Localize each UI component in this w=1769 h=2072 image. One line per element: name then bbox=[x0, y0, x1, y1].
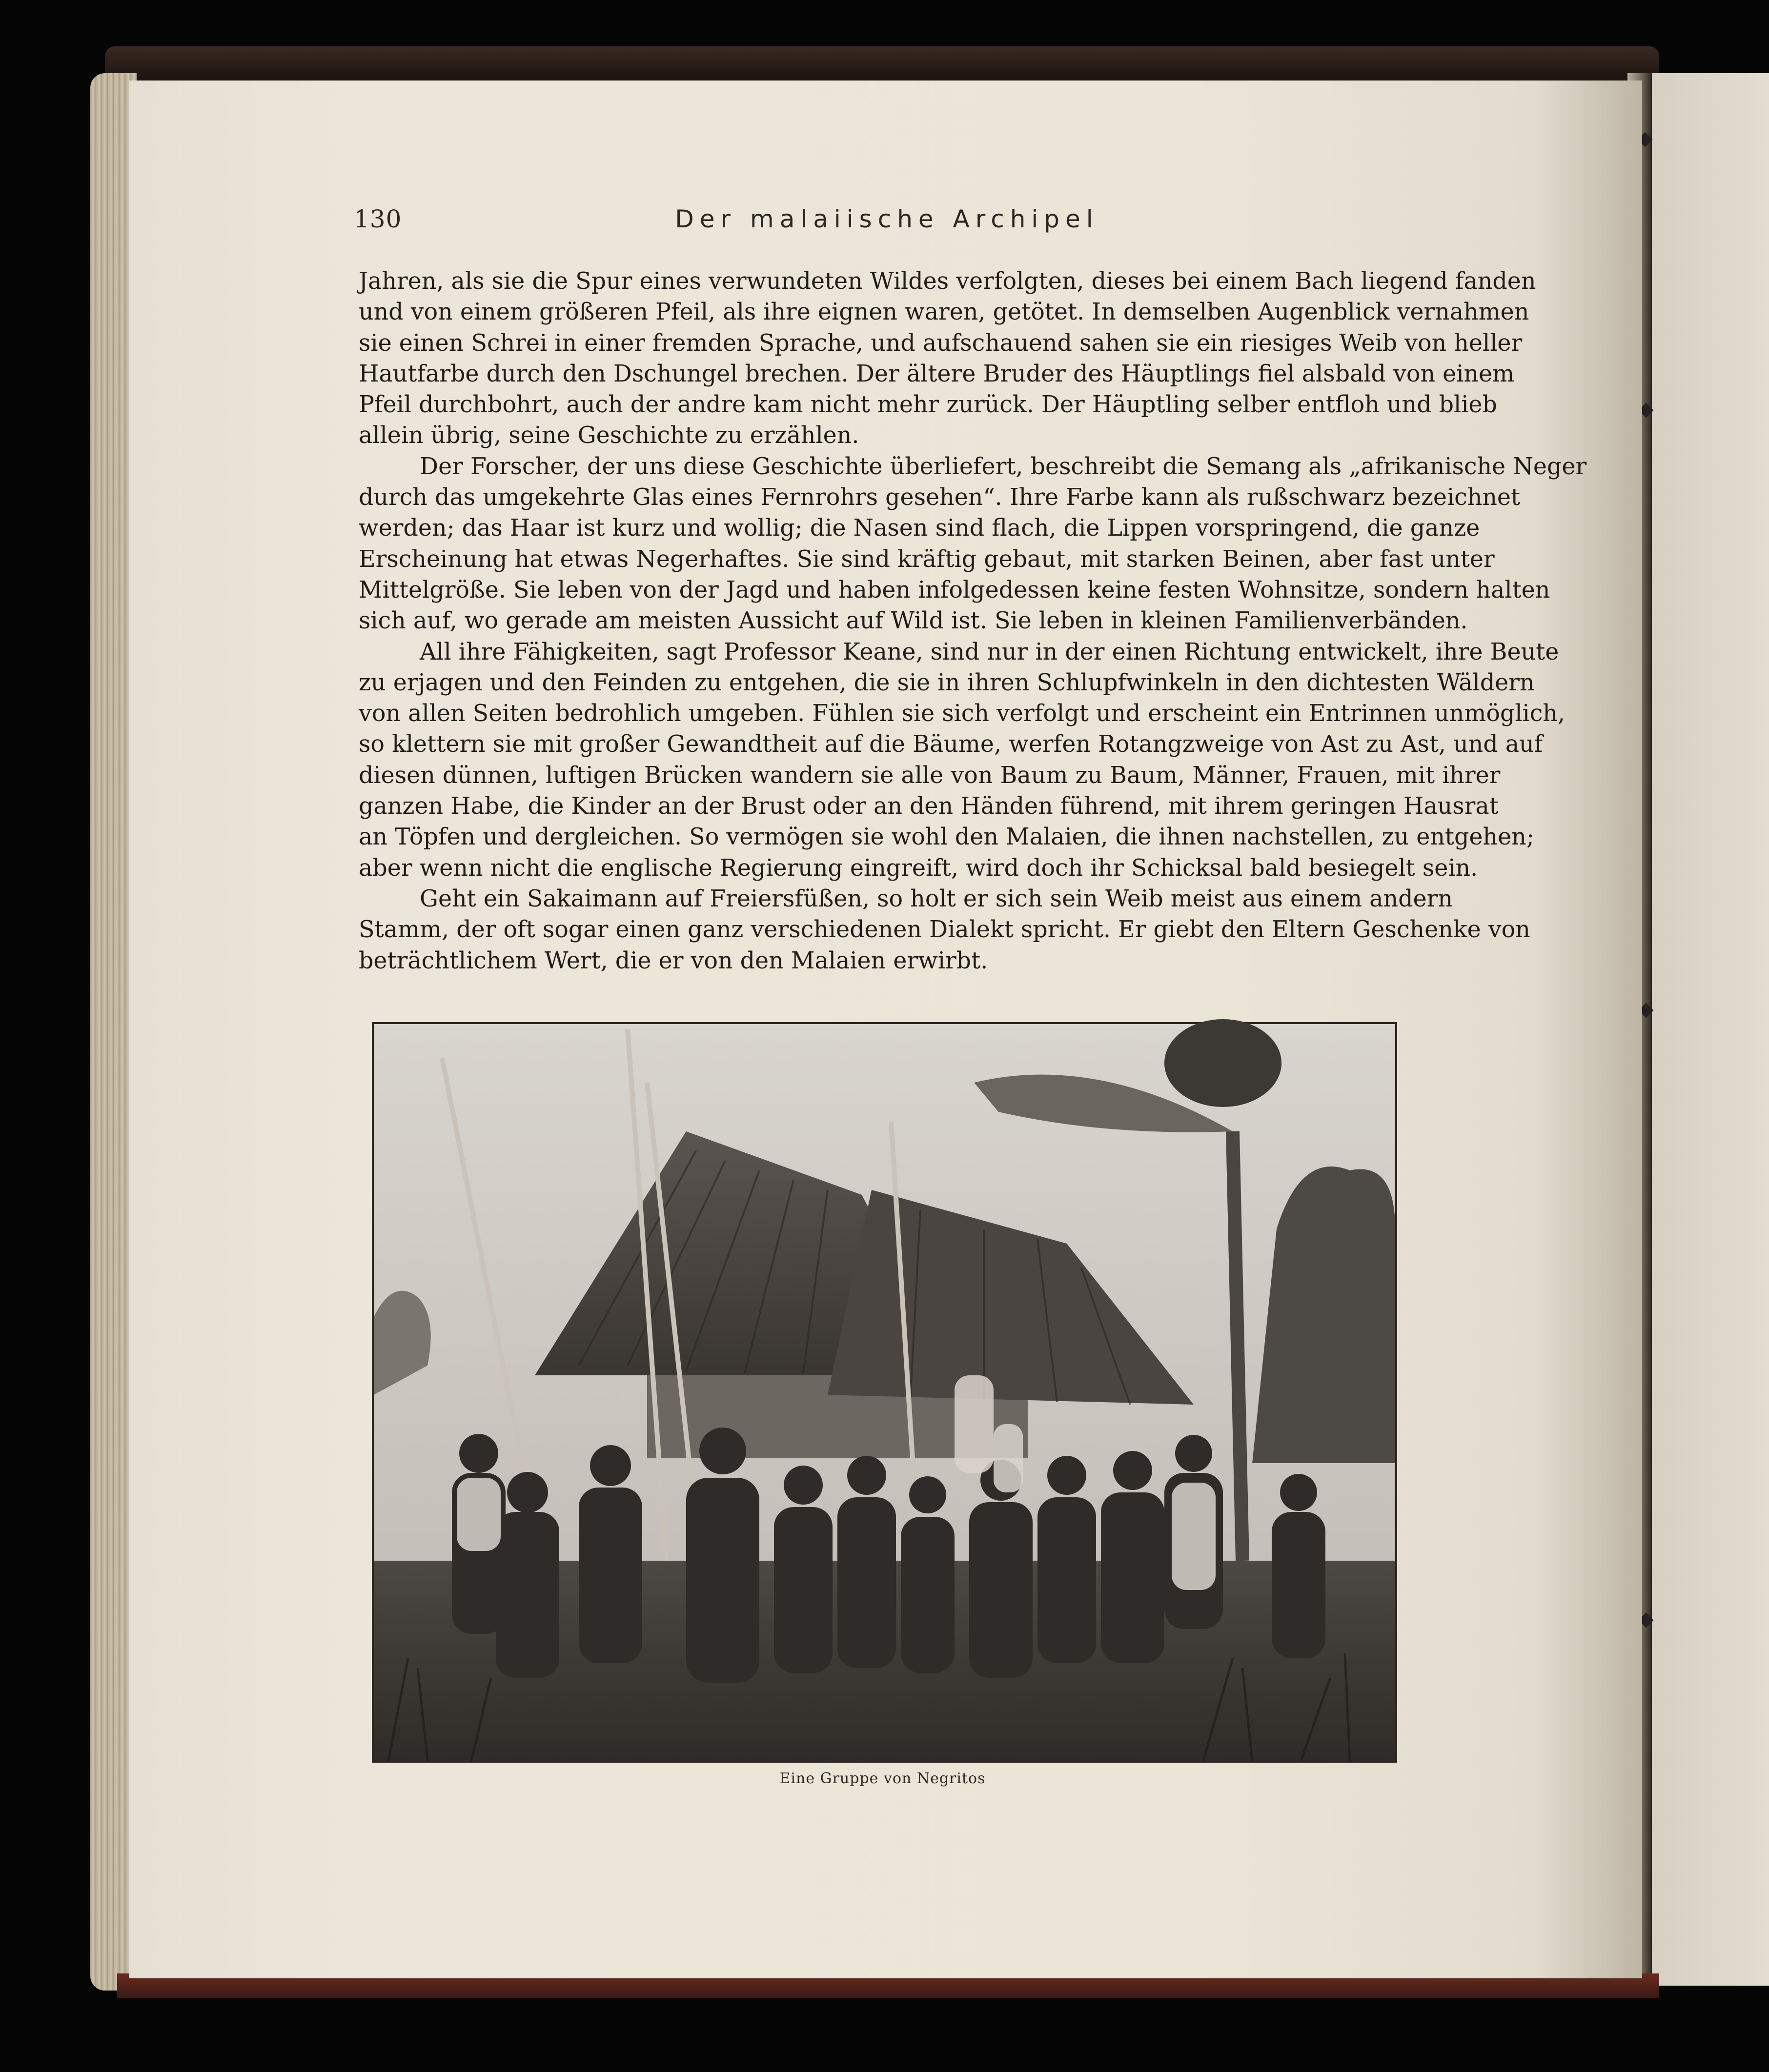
chapter-title: Der malaiische Archipel bbox=[675, 205, 1099, 233]
text-line: Mittelgröße. Sie leben von der Jagd und haben infolgedessen keine festen Wohnsitze, sondern halten bbox=[359, 576, 1550, 603]
text-line: Hautfarbe durch den Dschungel brechen. Der ältere Bruder des Häuptlings fiel alsbald von einem bbox=[359, 360, 1515, 387]
text-line: werden; das Haar ist kurz und wollig; die Nasen sind flach, die Lippen vorspringend, die ganze bbox=[359, 515, 1480, 542]
text-line: so klettern sie mit großer Gewandtheit auf die Bäume, werfen Rotangzweige von Ast zu Ast, und auf bbox=[359, 731, 1543, 758]
text-line: Pfeil durchbohrt, auch der andre kam nicht mehr zurück. Der Häuptling selber entfloh und blieb bbox=[359, 391, 1497, 419]
text-line: allein übrig, seine Geschichte zu erzählen. bbox=[359, 422, 859, 449]
text-line: diesen dünnen, luftigen Brücken wandern sie alle von Baum zu Baum, Männer, Frauen, mit ihrer bbox=[359, 762, 1501, 789]
text-line: zu erjagen und den Feinden zu entgehen, die sie in ihren Schlupfwinkeln in den dichtesten Wäldern bbox=[359, 669, 1535, 696]
text-line: Der Forscher, der uns diese Geschichte überliefert, beschreibt die Semang als „afrikanische Neger bbox=[420, 453, 1587, 480]
page-number: 130 bbox=[354, 205, 402, 233]
facing-page bbox=[1652, 73, 1769, 1986]
photo-illustration bbox=[374, 1024, 1395, 1761]
text-line: Erscheinung hat etwas Negerhaftes. Sie sind kräftig gebaut, mit starken Beinen, aber fast unter bbox=[359, 545, 1495, 573]
text-line: und von einem größeren Pfeil, als ihre eignen waren, getötet. In demselben Augenblick vernahmen bbox=[359, 299, 1529, 326]
text-line: aber wenn nicht die englische Regierung eingreift, wird doch ihr Schicksal bald besiegelt sein. bbox=[359, 854, 1478, 882]
text-line: durch das umgekehrte Glas eines Fernrohrs gesehen“. Ihre Farbe kann als rußschwarz bezeichnet bbox=[359, 484, 1521, 511]
text-line: an Töpfen und dergleichen. So vermögen sie wohl den Malaien, die ihnen nachstellen, zu entgehen; bbox=[359, 824, 1534, 851]
book-cover-top-edge bbox=[105, 46, 1659, 80]
text-line: beträchtlichem Wert, die er von den Malaien erwirbt. bbox=[359, 947, 988, 974]
text-line: All ihre Fähigkeiten, sagt Professor Keane, sind nur in der einen Richtung entwickelt, ihre Beute bbox=[420, 638, 1559, 665]
text-line: von allen Seiten bedrohlich umgeben. Fühlen sie sich verfolgt und erscheint ein Entrinnen unmöglich, bbox=[359, 700, 1565, 727]
text-line: Geht ein Sakaimann auf Freiersfüßen, so holt er sich sein Weib meist aus einem andern bbox=[420, 885, 1453, 912]
text-line: sie einen Schrei in einer fremden Sprache, und aufschauend sahen sie ein riesiges Weib von heller bbox=[359, 329, 1523, 357]
text-line: sich auf, wo gerade am meisten Aussicht auf Wild ist. Sie leben in kleinen Familienverbänden. bbox=[359, 607, 1468, 635]
running-head bbox=[354, 205, 1420, 234]
text-line: Jahren, als sie die Spur eines verwundeten Wildes verfolgten, dieses bei einem Bach liegend fanden bbox=[359, 268, 1536, 295]
figure-caption: Eine Gruppe von Negritos bbox=[779, 1770, 986, 1787]
body-text bbox=[359, 266, 1587, 976]
photograph-negrito-group bbox=[372, 1022, 1397, 1763]
text-line: Stamm, der oft sogar einen ganz verschiedenen Dialekt spricht. Er giebt den Eltern Geschenke von bbox=[359, 916, 1530, 944]
text-line: ganzen Habe, die Kinder an der Brust oder an den Händen führend, mit ihrem geringen Hausrat bbox=[359, 793, 1499, 820]
